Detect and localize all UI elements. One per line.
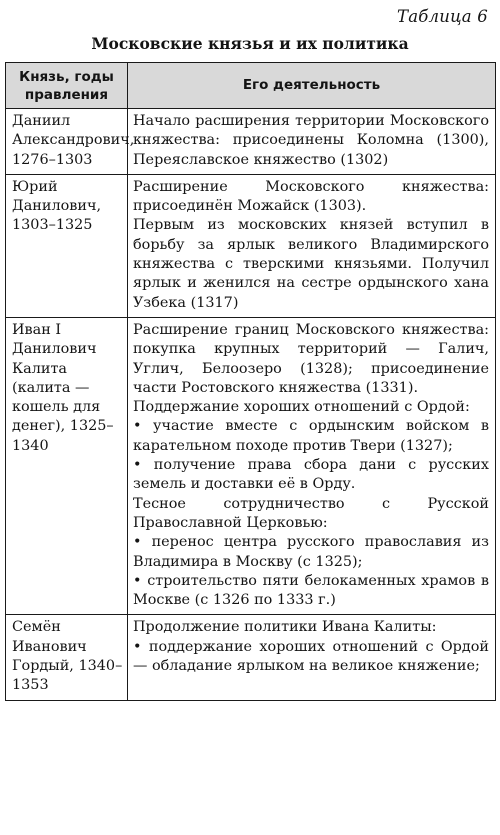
activity-bullet: • строительство пяти белокаменных храмов в Москве (с 1326 по 1333 г.) <box>133 572 489 609</box>
activity-paragraph: Расширение Московского княжества: присоединён Можайск (1303). <box>133 178 489 215</box>
activity-paragraph: Тесное сотрудничество с Русской Православной Церковью: <box>133 495 489 531</box>
activity-cell <box>128 317 496 614</box>
activity-bullet: • перенос центра русского православия из Владимира в Москву (с 1325); <box>133 534 489 570</box>
table-row <box>6 109 496 175</box>
activity-cell <box>128 109 496 175</box>
header-row <box>6 63 496 109</box>
activity-paragraph: Расширение границ Московского княжества: покупка крупных территорий — Галич, Углич, Белоозеро (1328); присоединение части Ростовского княжества (1331). <box>133 321 489 396</box>
activity-paragraph: Первым из московских князей вступил в борьбу за ярлык великого Владимирского княжества с тверскими князьями. Получил ярлык и женился на сестре ордынского хана Узбека (1317) <box>133 217 489 311</box>
activity-bullet: • получение права сбора дани с русских земель и доставки её в Орду. <box>133 457 489 493</box>
table-row <box>6 317 496 614</box>
table-row <box>6 615 496 700</box>
princes-table <box>5 62 496 701</box>
activity-bullet: • участие вместе с ордынским войском в карательном походе против Твери (1327); <box>133 418 489 454</box>
prince-cell: Юрий Данилович, 1303–1325 <box>6 174 128 317</box>
activity-paragraph: Поддержание хороших отношений с Ордой: <box>133 399 470 416</box>
activity-cell <box>128 615 496 700</box>
activity-cell <box>128 174 496 317</box>
activity-paragraph: Продолжение политики Ивана Калиты: <box>133 619 437 636</box>
prince-cell: Иван I Данилович Калита (калита — кошель для денег), 1325–1340 <box>6 317 128 614</box>
prince-cell: Семён Иванович Гордый, 1340–1353 <box>6 615 128 700</box>
header-prince: Князь, годы правления <box>6 63 128 109</box>
activity-bullet: • поддержание хороших отношений с Ордой — обладание ярлыком на великое княжение; <box>133 638 489 675</box>
table-title: Московские князья и их политика <box>91 34 409 53</box>
activity-paragraph: Начало расширения территории Московского княжества: присоединены Коломна (1300), Переяславское княжество (1302) <box>133 113 489 168</box>
table-number: Таблица 6 <box>397 7 488 26</box>
header-activity: Его деятельность <box>128 63 496 109</box>
prince-cell: Даниил Александрович, 1276–1303 <box>6 109 128 175</box>
table-row <box>6 174 496 317</box>
